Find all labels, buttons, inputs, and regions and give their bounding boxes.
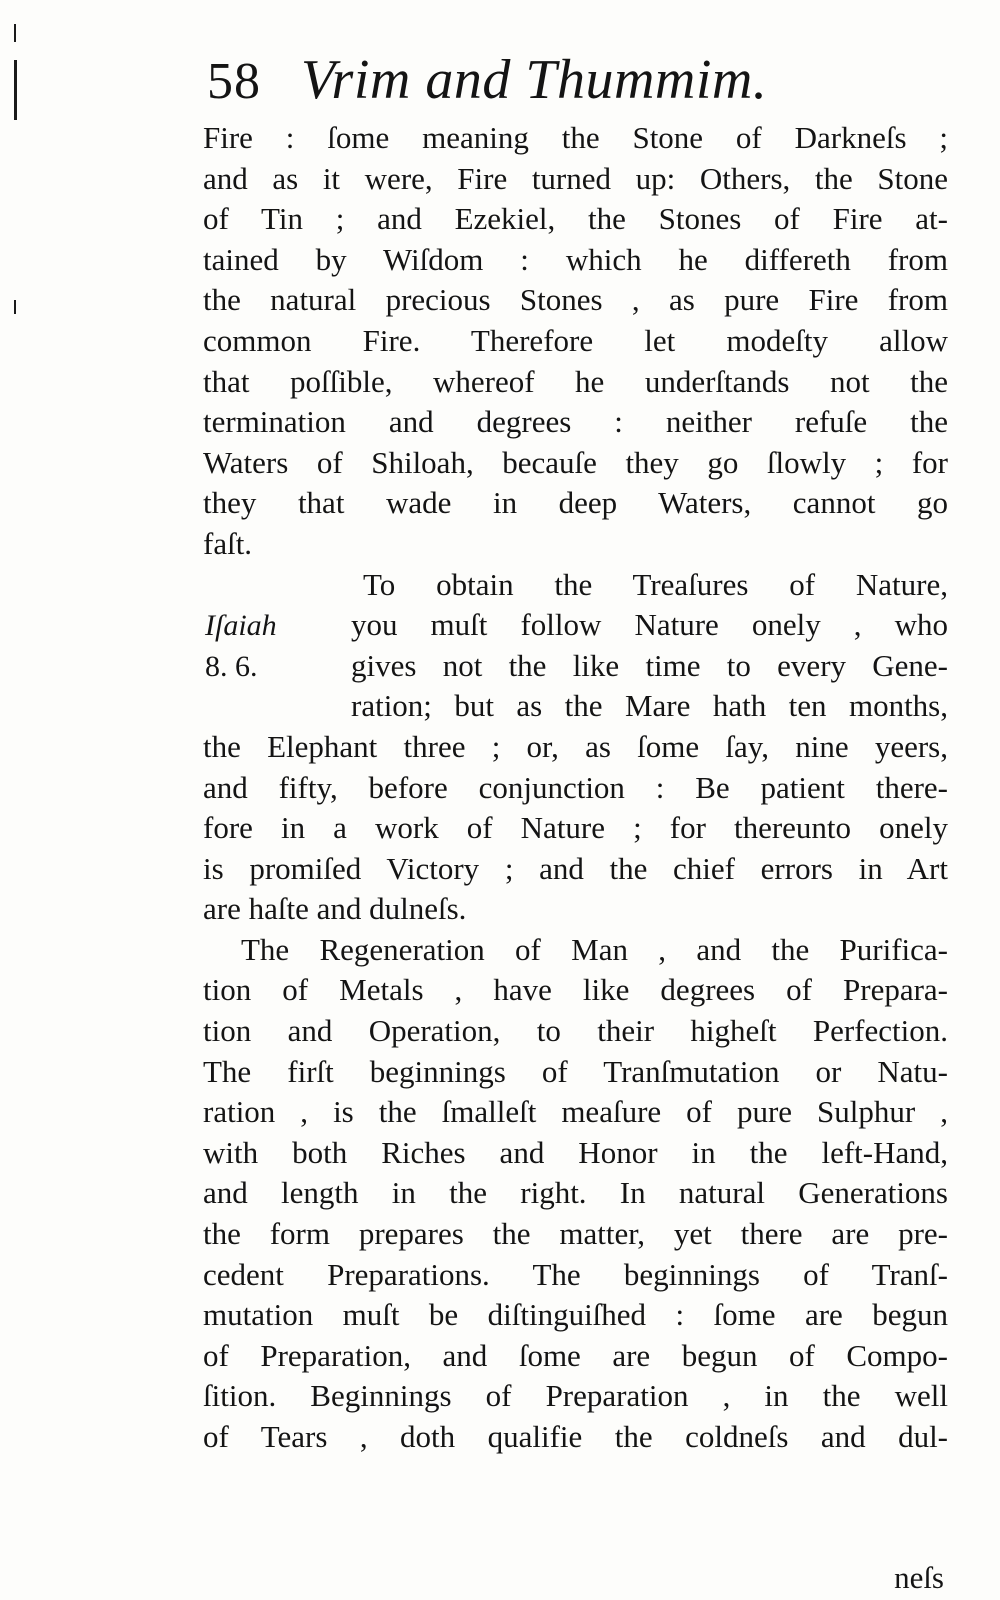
scan-edge-mark — [14, 60, 17, 120]
text-line: the form prepares the matter, yet there are pre- — [203, 1216, 948, 1252]
text-line: termination and degrees : neither refuſe the — [203, 404, 948, 440]
text-line: tained by Wiſdom : which he differeth from — [203, 241, 948, 277]
margin-note-book: Iſaiah — [205, 609, 277, 642]
text-line: of Tin ; and Ezekiel, the Stones of Fire at- — [203, 201, 948, 237]
margin-note-reference: 8. 6. — [205, 649, 258, 683]
text-line: Fire : ſome meaning the Stone of Darkneſs ; — [203, 120, 948, 155]
text-line: tion and Operation, to their higheſt Perfection. — [203, 1013, 948, 1049]
page-header — [207, 40, 947, 120]
text-line: gives not the like time to every Gene- — [351, 647, 948, 683]
text-line: and fifty, before conjunction : Be patient there- — [203, 769, 948, 805]
page-number: 58 — [207, 53, 261, 110]
margin-note — [205, 606, 315, 687]
text-line: of Preparation, and ſome are begun of Compo- — [203, 1337, 948, 1373]
text-line: and length in the right. In natural Generations — [203, 1175, 948, 1211]
text-line: common Fire. Therefore let modeſty allow — [203, 322, 948, 358]
text-line: mutation muſt be diſtinguiſhed : ſome are begun — [203, 1297, 948, 1333]
scan-edge-mark — [14, 24, 16, 42]
text-line: they that wade in deep Waters, cannot go — [203, 485, 948, 521]
text-line: tion of Metals , have like degrees of Prepara- — [203, 972, 948, 1008]
body-text — [203, 118, 948, 1458]
text-line: fore in a work of Nature ; for thereunto onely — [203, 810, 948, 846]
text-line: you muſt follow Nature onely , who — [351, 607, 948, 643]
text-line: that poſſible, whereof he underſtands not the — [203, 363, 948, 399]
catchword: neſs — [894, 1560, 944, 1595]
text-line: ration , is the ſmalleſt meaſure of pure Sulphur , — [203, 1094, 948, 1130]
text-line: with both Riches and Honor in the left-Hand, — [203, 1134, 948, 1170]
text-line: faſt. — [203, 525, 253, 561]
text-line: The firſt beginnings of Tranſmutation or Natu- — [203, 1053, 948, 1089]
text-line: ſition. Beginnings of Preparation , in the well — [203, 1378, 948, 1414]
text-line: the natural precious Stones , as pure Fire from — [203, 282, 948, 318]
text-line: ration; but as the Mare hath ten months, — [351, 688, 948, 724]
text-line: and as it were, Fire turned up: Others, the Stone — [203, 160, 948, 196]
text-line: To obtain the Treaſures of Nature, — [363, 566, 948, 602]
scan-edge-mark — [14, 300, 16, 314]
text-line: Waters of Shiloah, becauſe they go ſlowly ; for — [203, 444, 948, 480]
text-line: of Tears , doth qualifie the coldneſs and dul- — [203, 1419, 948, 1454]
text-line: The Regeneration of Man , and the Purifica- — [241, 931, 948, 967]
text-line: is promiſed Victory ; and the chief errors in Art — [203, 850, 948, 886]
text-line: cedent Preparations. The beginnings of Tranſ- — [203, 1256, 948, 1292]
running-title: Vrim and Thummim. — [301, 49, 768, 111]
text-line: are haſte and dulneſs. — [203, 891, 467, 927]
text-line: the Elephant three ; or, as ſome ſay, nine yeers, — [203, 728, 948, 764]
